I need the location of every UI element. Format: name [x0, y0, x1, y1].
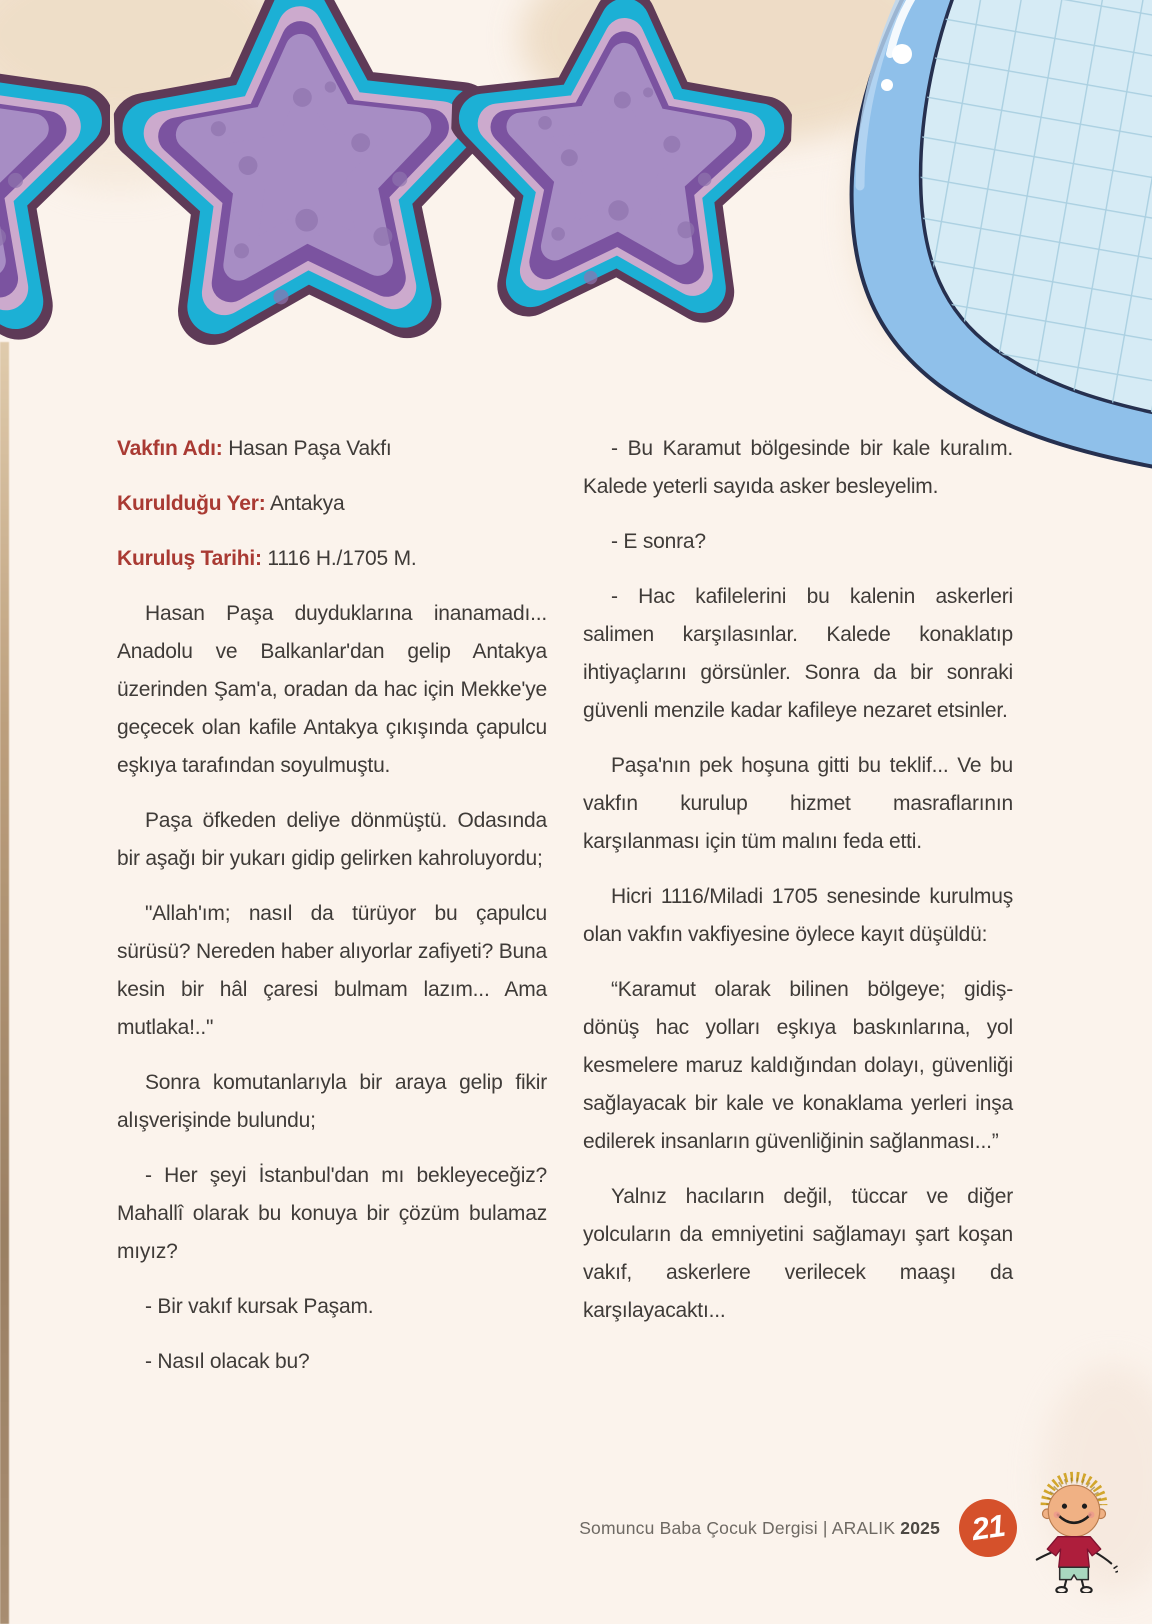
paragraph: Hicri 1116/Miladi 1705 senesinde kurulmuş olan vakfın vakfiyesine öylece kayıt düşüldü: [583, 885, 1013, 946]
field-value: Antakya [269, 492, 345, 515]
field-value: 1116 H./1705 M. [267, 547, 417, 570]
paragraph: - Hac kafilelerini bu kalenin askerleri salimen karşılasınlar. Kalede konaklatıp ihtiyaçlarını görsünler. Sonra da bir sonraki güvenli menzile kadar kafileye nezaret etsinler. [583, 585, 1013, 722]
paragraph: Hasan Paşa duyduklarına inanamadı... Anadolu ve Balkanlar'dan gelip Antakya üzerinden Şam'a, oradan da hac için Mekke'ye geçecek olan kafile Antakya çıkışında çapulcu eşkıya tarafından soyulmuştu. [117, 602, 547, 777]
star-decoration [110, 0, 501, 368]
paragraph: "Allah'ım; nasıl da türüyor bu çapulcu sürüsü? Nereden haber alıyorlar zafiyeti? Buna kesin bir hâl çaresi bulmam lazım... Ama mutlaka!.." [117, 902, 547, 1039]
page-number-badge [959, 1499, 1017, 1557]
boy-mascot-illustration [1030, 1467, 1118, 1593]
quilted-blanket-illustration [818, 0, 1152, 496]
field-kurulus-tarihi [117, 540, 547, 578]
article-body [117, 430, 1013, 1398]
field-label: Kuruluş Tarihi: [117, 547, 262, 570]
paragraph: Yalnız hacıların değil, tüccar ve diğer yolcuların da emniyetini sağlamayı şart koşan vakıf, askerlere verilecek maaşı da karşılayacaktı... [583, 1185, 1013, 1322]
field-label: Vakfın Adı: [117, 437, 223, 460]
paragraph: Paşa'nın pek hoşuna gitti bu teklif... Ve bu vakfın kurulup hizmet masraflarının karşılanması için tüm malını feda etti. [583, 754, 1013, 853]
page-footer [579, 1466, 1118, 1590]
paragraph: - Her şeyi İstanbul'dan mı bekleyeceğiz? Mahallî olarak bu konuya bir çözüm bulamaz mıyız? [117, 1164, 547, 1263]
paragraph: - Bir vakıf kursak Paşam. [145, 1295, 374, 1318]
page-number: 21 [969, 1507, 1007, 1548]
right-column [583, 430, 1013, 1398]
field-value: Hasan Paşa Vakfı [228, 437, 392, 460]
field-vakif-adi [117, 430, 547, 468]
vakif-info-block [117, 430, 547, 578]
paragraph: “Karamut olarak bilinen bölgeye; gidiş-dönüş hac yolları eşkıya baskınlarına, yol kesmelere maruz kaldığından dolayı, güvenliği sağlayacak bir kale ve konaklama yerleri inşa edilerek insanların güvenliğinin sağlanması...” [583, 978, 1013, 1153]
page-edge-strip [0, 342, 9, 1624]
paragraph: - Nasıl olacak bu? [145, 1350, 310, 1373]
paragraph: Paşa öfkeden deliye dönmüştü. Odasında bir aşağı bir yukarı gidip gelirken kahroluyordu; [117, 809, 547, 870]
paragraph: - Bu Karamut bölgesinde bir kale kuralım. Kalede yeterli sayıda asker besleyelim. [583, 437, 1013, 498]
field-kuruldugu-yer [117, 485, 547, 523]
magazine-title: Somuncu Baba Çocuk Dergisi | ARALIK [579, 1517, 896, 1538]
star-decoration [0, 0, 110, 360]
star-decoration [444, 0, 796, 344]
magazine-credit [579, 1518, 940, 1539]
field-label: Kurulduğu Yer: [117, 492, 266, 515]
paragraph: Sonra komutanlarıyla bir araya gelip fikir alışverişinde bulundu; [117, 1071, 547, 1132]
issue-year: 2025 [900, 1517, 940, 1538]
paragraph: - E sonra? [611, 530, 706, 553]
left-column [117, 430, 547, 1398]
